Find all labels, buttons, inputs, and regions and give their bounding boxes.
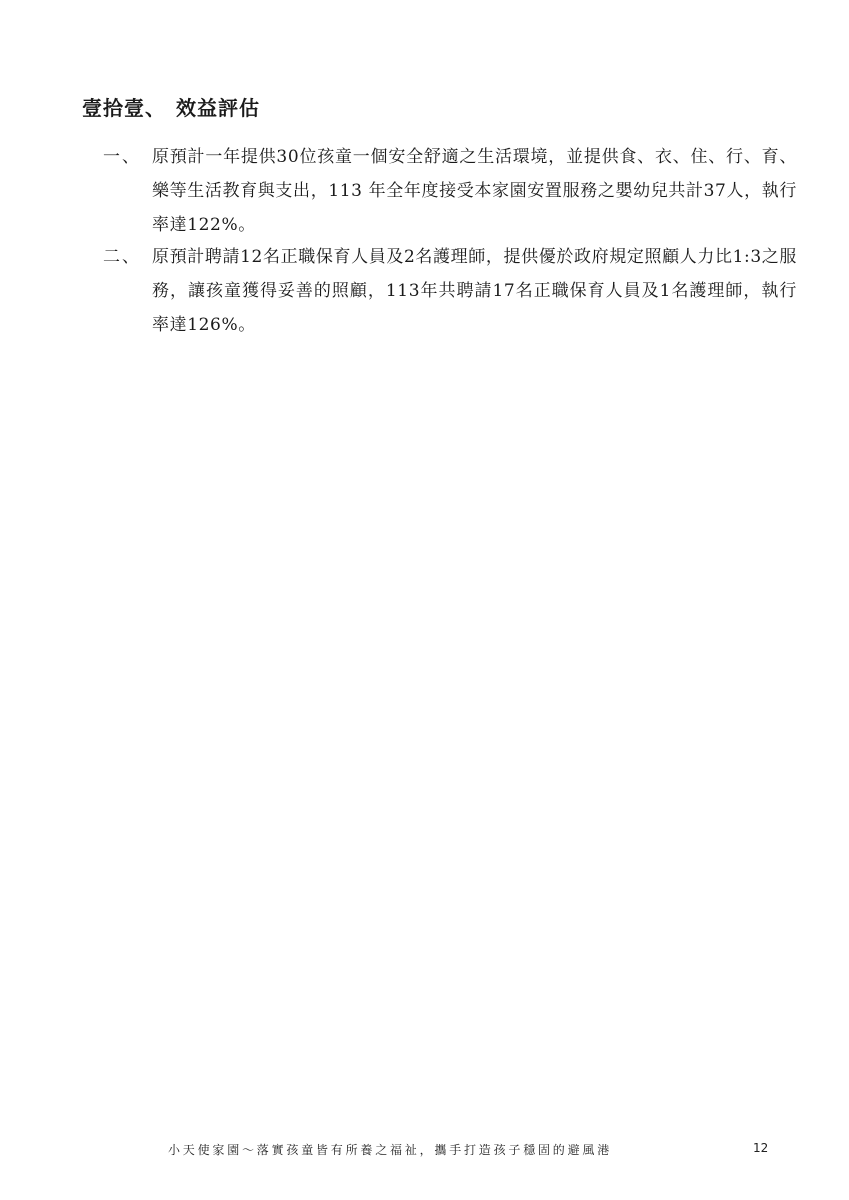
page-number: 12 — [753, 1141, 769, 1155]
page-footer — [0, 1141, 849, 1161]
footer-text: 小天使家園～落實孩童皆有所養之福祉，攜手打造孩子穩固的避風港 — [168, 1143, 613, 1157]
section-heading — [82, 92, 260, 121]
section-number: 壹拾壹、 — [82, 96, 166, 120]
list-item-marker: 一、 — [103, 147, 141, 167]
list-item-text: 原預計聘請12名正職保育人員及2名護理師，提供優於政府規定照顧人力比1:3之服務，讓孩童獲得妥善的照顧，113年共聘請17名正職保育人員及1名護理師，執行率達126%。 — [152, 247, 797, 335]
list-item-text: 原預計一年提供30位孩童一個安全舒適之生活環境，並提供食、衣、住、行、育、樂等生活教育與支出，113 年全年度接受本家園安置服務之嬰幼兒共計37人，執行率達122%。 — [152, 147, 797, 235]
list-item-marker: 二、 — [103, 247, 141, 267]
section-title: 效益評估 — [176, 96, 260, 120]
